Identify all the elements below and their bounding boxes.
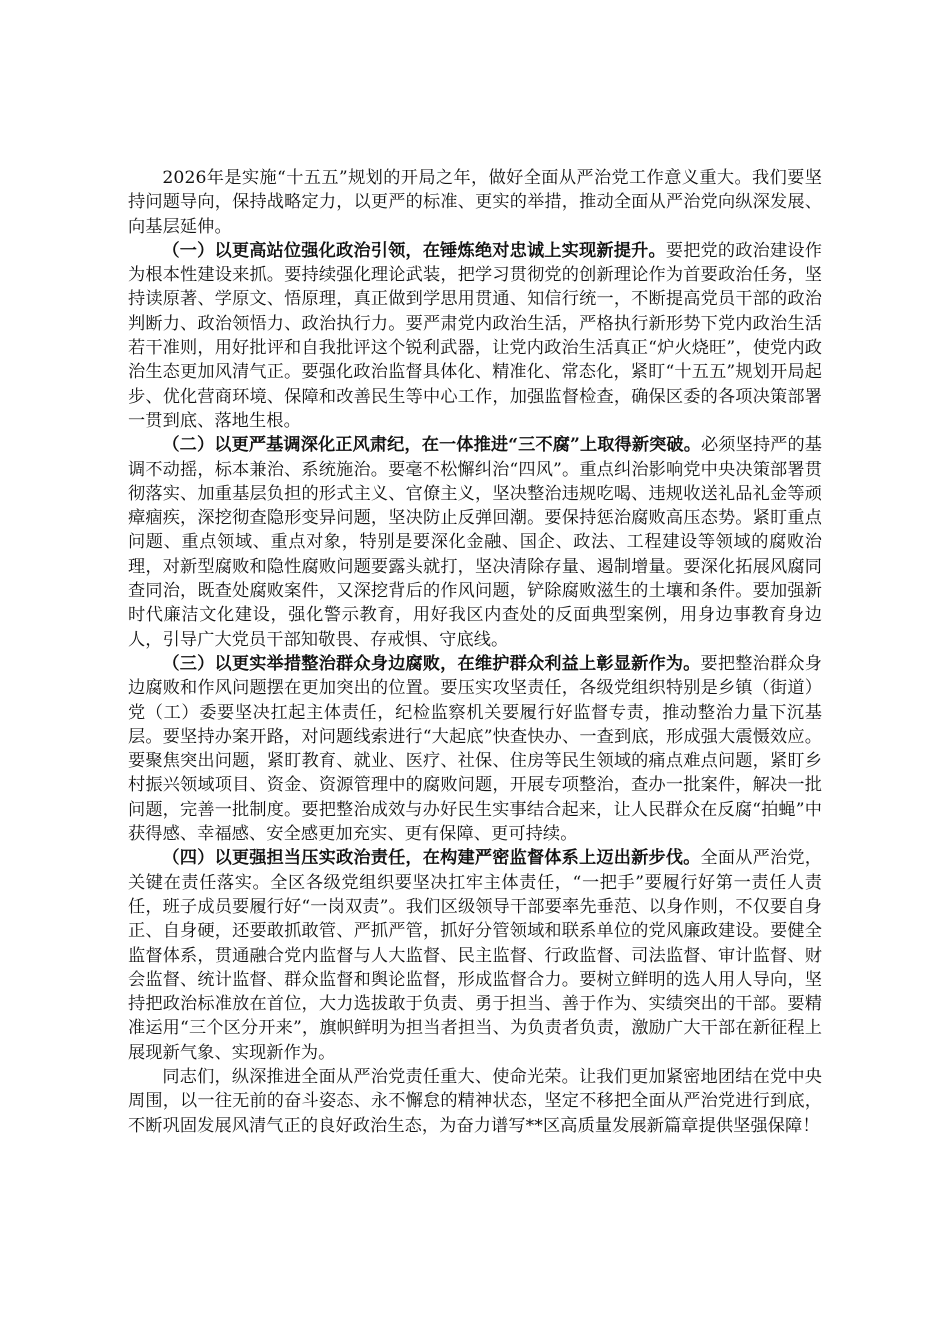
section-1-paragraph: [128, 239, 822, 433]
paragraph-text: 必须坚持严的基调不动摇，标本兼治、系统施治。要毫不松懈纠治“四风”。重点纠治影响党中央决策部署贯彻落实、加重基层负担的形式主义、官僚主义，坚决整治违规吃喝、违规收送礼品礼金等顽瘴痼疾，深挖彻查隐形变异问题，坚决防止反弹回潮。要保持惩治腐败高压态势。紧盯重点问题、重点领域、重点对象，特别是要深化金融、国企、政法、工程建设等领域的腐败治理，对新型腐败和隐性腐败问题要露头就打，坚决清除存量、遏制增量。要深化拓展风腐同查同治，既查处腐败案件，又深挖背后的作风问题，铲除腐败滋生的土壤和条件。要加强新时代廉洁文化建设，强化警示教育，用好我区内查处的反面典型案例，用身边事教育身边人，引导广大党员干部知敬畏、存戒惧、守底线。: [128, 435, 823, 650]
paragraph-text: 要把党的政治建设作为根本性建设来抓。要持续强化理论武装，把学习贯彻党的创新理论作为首要政治任务，坚持读原著、学原文、悟原理，真正做到学思用贯通、知信行统一，不断提高党员干部的政治判断力、政治领悟力、政治执行力。要严肃党内政治生活，严格执行新形势下党内政治生活若干准则，用好批评和自我批评这个锐利武器，让党内政治生活真正“炉火烧旺”，使党内政治生态更加风清气正。要强化政治监督具体化、精准化、常态化，紧盯“十五五”规划开局起步、优化营商环境、保障和改善民生等中心工作，加强监督检查，确保区委的各项决策部署一贯到底、落地生根。: [128, 240, 822, 431]
closing-paragraph: [128, 1065, 822, 1138]
paragraph-text: 要把整治群众身边腐败和作风问题摆在更加突出的位置。要压实攻坚责任，各级党组织特别是乡镇（街道）党（工）委要坚决扛起主体责任，纪检监察机关要履行好监督专责，推动整治力量下沉基层。要坚持办案开路，对问题线索进行“大起底”快查快办、一查到底，形成强大震慑效应。要聚焦突出问题，紧盯教育、就业、医疗、社保、住房等民生领域的痛点难点问题，紧盯乡村振兴领域项目、资金、资源管理中的腐败问题，开展专项整治，查办一批案件，解决一批问题，完善一批制度。要把整治成效与办好民生实事结合起来，让人民群众在反腐“拍蝇”中获得感、幸福感、安全感更加充实、更有保障、更可持续。: [128, 653, 822, 845]
intro-paragraph: [128, 166, 822, 239]
paragraph-text: 2026年是实施“十五五”规划的开局之年，做好全面从严治党工作意义重大。我们要坚持问题导向，保持战略定力，以更严的标准、更实的举措，推动全面从严治党向纵深发展、向基层延伸。: [128, 168, 822, 237]
section-3-paragraph: [128, 652, 822, 846]
paragraph-text: 同志们，纵深推进全面从严治党责任重大、使命光荣。让我们更加紧密地团结在党中央周围，以一往无前的奋斗姿态、永不懈怠的精神状态，坚定不移把全面从严治党进行到底，不断巩固发展风清气正的良好政治生态，为奋力谱写**区高质量发展新篇章提供坚强保障！: [128, 1066, 822, 1136]
section-heading: （二）以更严基调深化正风肃纪，在一体推进“三不腐”上取得新突破。: [162, 435, 701, 456]
section-4-paragraph: [128, 846, 822, 1065]
document-body: [128, 166, 822, 1138]
section-heading: （一）以更高站位强化政治引领，在锤炼绝对忠诚上实现新提升。: [162, 240, 666, 261]
paragraph-text: 全面从严治党，关键在责任落实。全区各级党组织要坚决扛牢主体责任，“一把手”要履行好第一责任人责任，班子成员要履行好“一岗双责”。我们区级领导干部要率先垂范、以身作则，不仅要自身正、自身硬，还要敢抓敢管、严抓严管，抓好分管领域和联系单位的党风廉政建设。要健全监督体系，贯通融合党内监督与人大监督、民主监督、行政监督、司法监督、审计监督、财会监督、统计监督、群众监督和舆论监督，形成监督合力。要树立鲜明的选人用人导向，坚持把政治标准放在首位，大力选拔敢于负责、勇于担当、善于作为、实绩突出的干部。要精准运用“三个区分开来”，旗帜鲜明为担当者担当、为负责者负责，激励广大干部在新征程上展现新气象、实现新作为。: [128, 848, 822, 1063]
section-2-paragraph: [128, 433, 822, 652]
section-heading: （三）以更实举措整治群众身边腐败，在维护群众利益上彰显新作为。: [162, 653, 701, 674]
section-heading: （四）以更强担当压实政治责任，在构建严密监督体系上迈出新步伐。: [162, 848, 701, 869]
